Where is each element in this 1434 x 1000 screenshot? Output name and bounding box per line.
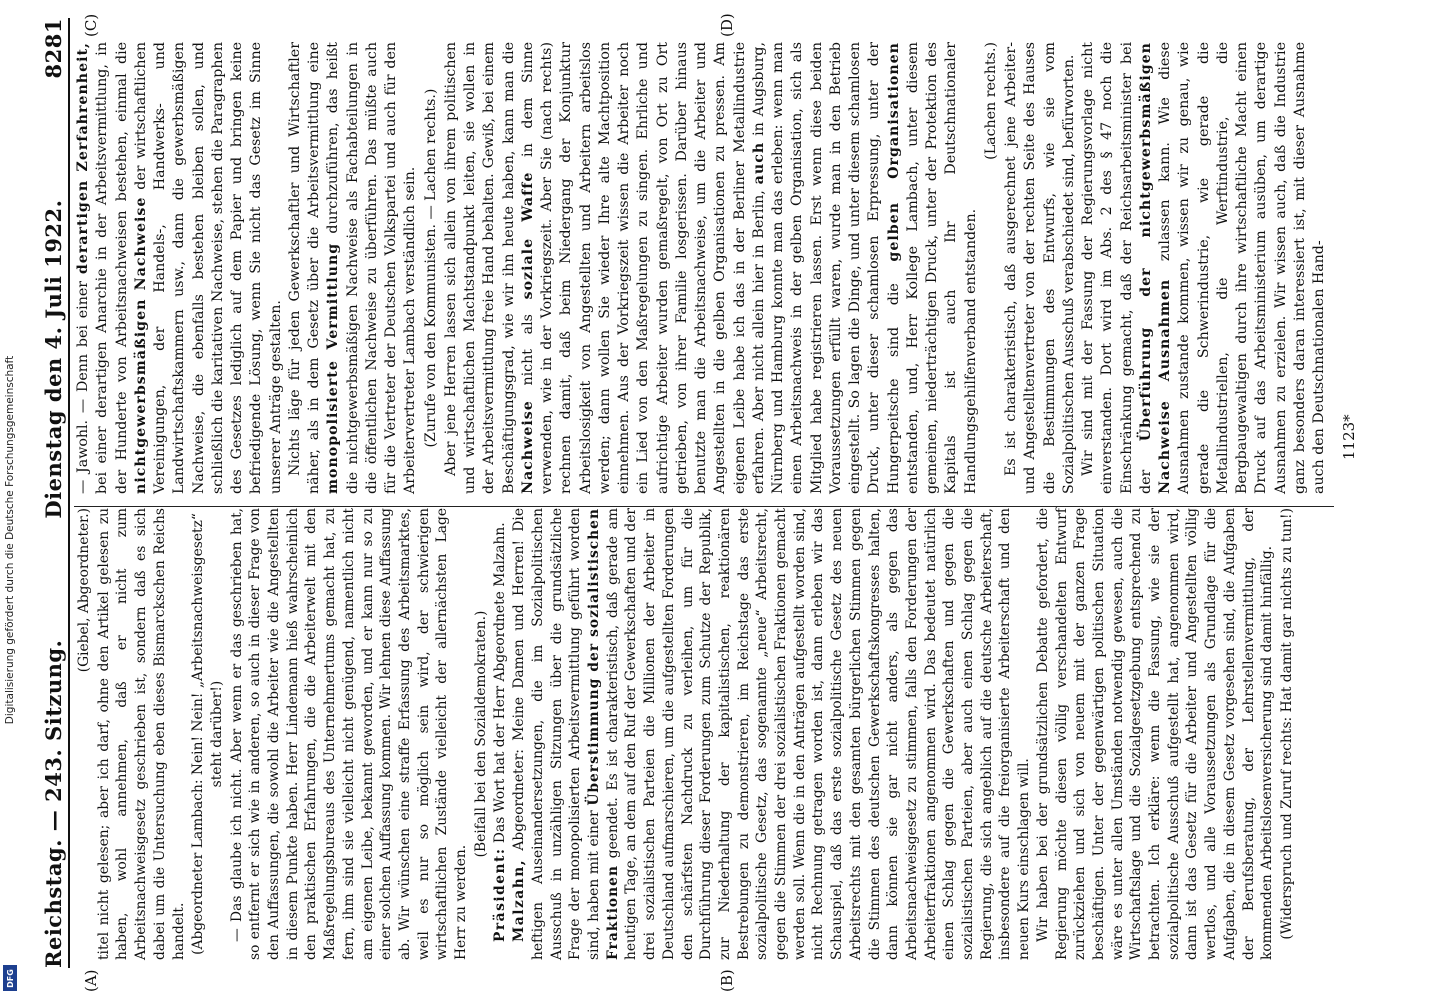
header-rule [68, 18, 70, 968]
right-paragraph: (Lachen rechts.) [982, 42, 999, 160]
left-paragraph: Malzahn, Abgeordneter: Meine Damen und Herren! Die heftigen Auseinandersetzungen, die im Sozialpolitischen Ausschuß in unzähligen Sitzungen über die grundsätzliche Frage der monopolisierten Arbeitsvermittlung geführt worden sind, haben mit einer Überstimmung der sozialistischen Fraktionen geendet. Es ist charakteristisch, daß gerade am heutigen Tage, an dem auf den Ruf der Gewerkschaften und der drei sozialistischen Parteien die Millionen der Arbeiter in Deutschland aufmarschieren, um die aufgestellten Forderungen den schärfsten Nachdruck zu verleihen, um für die Durchführung dieser Forderungen zum Schutze der Republik, zur Niederhaltung der kapitalistischen, reaktionären Bestrebungen zu demonstrieren, im Reichstage das erste sozialpolitische Gesetz, das sogenannte „neue“ Arbeitsrecht, gegen die Stimmen der drei sozialistischen Fraktionen gemacht werden soll. Wenn die in den Anträgen aufgestellt worden sind, nicht Rechnung getragen worden ist, dann erleben wir das Schauspiel, daß das erste sozialpolitische Gesetz des neuen Arbeitsrechts mit den gesamten bürgerlichen Stimmen gegen die Stimmen des deutschen Gewerkschaftskongresses halten, dann können sie gar nicht anders, als gegen das Arbeitsnachweisgesetz zu stimmen, falls den Forderungen der Arbeiterfraktionen angenommen wird. Das bedeutet natürlich einen Schlag gegen die Gewerkschaften und gegen die sozialistischen Parteien, aber auch einen Schlag gegen die Regierung, die sich angeblich auf die deutsche Arbeiterschaft, insbesondere auf die freiorganisierte Arbeiterschaft und den neuen Kurs einschlagen will. [511, 508, 1033, 960]
dfg-logo [3, 965, 17, 991]
margin-letter-c: (C) [82, 13, 100, 37]
left-paragraph: — Das glaube ich nicht. Aber wenn er das geschrieben hat, so entfernt er sich wie in anderen, so auch in dieser Frage von den Auffassungen, die sowohl die Arbeiter wie die Angestellten in diesem Punkte haben. Herr Lindemann hieß wahrscheinlich den praktischen Erfahrungen, die die Arbeiterwelt mit den Maßregelungsbureaus des Unternehmertums gemacht hat, zu fern, ihm sind sie vielleicht nicht genügend, namentlich nicht am eigenen Leibe, bekannt geworden, und er kann nur so zu einer solchen Auffassung kommen. Wir lehnen diese Auffassung ab. Wir wünschen eine straffe Erfassung des Arbeitsmarktes, weil es nur so möglich sein wird, der schwierigen wirtschaftlichen Zustände vielleicht der allernächsten Lage Herr zu werden. [228, 508, 470, 960]
left-paragraph: Wir haben bei der grundsätzlichen Debatte gefordert, die Regierung möchte diesen völlig verschandelten Entwurf zurückziehen und sich von neuem mit der ganzen Frage beschäftigen. Unter der gegenwärtigen politischen Situation wäre es unter allen Umständen notwendig gewesen, auch die Wirtschaftslage und die Sozialgesetzgebung entsprechend zu betrachten. Ich erkläre: wenn die Fassung, wie sie der sozialpolitische Ausschuß aufgestellt hat, angenommen wird, dann ist das Gesetz für die Arbeiter und Angestellten völlig wertlos, und alle Voraussetzungen als Grundlage für die Aufgaben, die in diesem Gesetz vorgesehen sind, die Aufgaben der Berufsberatung, der Lehrstellenvermittlung, der kommenden Arbeitslosenversicherung sind damit hinfällig. [1034, 508, 1276, 960]
right-paragraph: — Jawohl. — Denn bei einer derartigen Zerfahrenheit, bei einer derartigen Anarchie in der Arbeitsvermittlung, in der Hunderte von Arbeitsnachweisen bestehen, einmal die nichtgewerbsmäßigen Nachweise der wirtschaftlichen Vereinigungen, der Handels-, Handwerks- und Landwirtschaftskammern usw., dann die gewerbsmäßigen Nachweise, die ebenfalls bestehen bleiben sollen, und schließlich die karitativen Nachweise, stehen die Paragraphen des Gesetzes lediglich auf dem Papier und bringen keine befriedigende Lösung, wenn Sie nicht das Gesetz im Sinne unserer Anträge gestalten. [75, 42, 284, 494]
margin-letter-b: (B) [718, 969, 736, 992]
margin-letter-a: (A) [82, 969, 100, 992]
right-paragraph: Es ist charakteristisch, daß ausgerechnet jene Arbeiter- und Angestelltenvertreter von der rechten Seite des Hauses die Bestimmungen des Entwurfs, wie sie vom Sozialpolitischen Ausschuß verabschiedet sind, befürworten. [1003, 42, 1077, 494]
document-page [22, 0, 1417, 1000]
footer-number: 1123* [1340, 414, 1358, 460]
emphasis-text: auch [750, 141, 767, 185]
left-paragraph: Präsident: Das Wort hat der Herr Abgeordnete Malzahn. [492, 522, 509, 942]
emphasis-text: monopolisierte Vermittlung [325, 242, 342, 494]
emphasis-text: derartigen Zerfahrenheit, [75, 42, 91, 275]
emphasis-text: nichtgewerbsmäßigen Nachweise [132, 196, 149, 494]
page-number: 8281 [41, 18, 66, 79]
header-left: Reichstag. — 243. Sitzung. [41, 639, 66, 968]
left-paragraph: (Abgeordneter Lambach: Nein! Nein! „Arbeitsnachweisgesetz“ steht darüber!) [190, 513, 225, 955]
left-paragraph: (Giebel, Abgeordneter.) [76, 508, 92, 673]
right-column [74, 42, 1329, 494]
left-column [74, 508, 1298, 960]
speaker-name: Malzahn, [511, 858, 528, 942]
left-paragraph: titel nicht gelesen; aber ich darf, ohne den Artikel gelesen zu haben, wohl annehmen, daß er nicht zum Arbeitsnachweisgesetz geschrieben ist, sondern daß es sich dabei um die Untersuchung eben dieses Bismarckschen Reichs handelt. [95, 508, 187, 960]
left-paragraph: (Widerspruch und Zuruf rechts: Hat damit gar nichts zu tun!) [1279, 508, 1295, 940]
column-divider [74, 506, 1334, 507]
right-paragraph: Aber jene Herren lassen sich allein von ihrem politischen und wirtschaftlichen Machtstandpunkt leiten, sie wollen in der Arbeitsvermittlung freie Hand behalten. Gewiß, bei einem Beschäftigungsgrad, wie wir ihn heute haben, kann man die Nachweise nicht als soziale Waffe in dem Sinne verwenden, wie in der Vorkriegszeit. Aber Sie (nach rechts) rechnen damit, daß beim Niedergang der Konjunktur Arbeitslosigkeit von Angestellten und Arbeitern arbeitslos werden; dann wollen Sie wieder Ihre alte Machtposition einnehmen. Aus der Vorkriegszeit wissen die Arbeiter noch ein Lied von den Maßregelungen zu singen. Ehrliche und aufrichtige Arbeiter wurden gemaßregelt, von Ort zu Ort getrieben, von ihrer Familie losgerissen. Darüber hinaus benutzte man die Arbeitsnachweise, um die Arbeiter und Angestellten in die gelben Organisationen zu pressen. Am eigenen Leibe habe ich das in der Berliner Metallindustrie erfahren. Aber nicht allein hier in Berlin, auch in Augsburg, Nürnberg und Hamburg konnte man das erleben: wenn man einen Arbeitsnachweis in der gelben Organisation, sich als Mitglied habe registrieren lassen. Erst wenn diese beiden Voraussetzungen erfüllt waren, wurde man in den Betrieb eingestellt. So lagen die Dinge, und unter diesem schamlosen Druck, unter dieser schamlosen Erpressung, unter der Hungerpeitsche sind die gelben Organisationen entstanden, und, Herr Kollege Lambach, unter diesem gemeinen, niederträchtigen Druck, unter der Protektion des Kapitals ist auch Ihr Deutschnationaler Handlungsgehilfenverband entstanden. [442, 41, 979, 494]
page-header [32, 18, 66, 968]
left-paragraph: (Beifall bei den Sozialdemokraten.) [472, 610, 489, 858]
emphasis-text: Überstimmung der sozialistischen Fraktionen [585, 508, 621, 960]
speaker-name: Präsident: [492, 847, 509, 942]
right-paragraph: Nichts läge für jeden Gewerkschaftler und Wirtschaftler näher, als in dem Gesetz über die Arbeitsvermittlung eine monopolisierte Vermittlung durchzuführen, das heißt die nichtgewerbsmäßigen Nachweise als Fachabteilungen in die öffentlichen Nachweise zu überführen. Das müßte auch für die Vertreter der Deutschen Volkspartei und auch für den Arbeitervertreter Lambach verständlich sein. [286, 42, 419, 494]
margin-letter-d: (D) [718, 13, 736, 37]
emphasis-text: Nachweise [519, 400, 536, 494]
dfg-logo-text: DFG [5, 968, 15, 988]
emphasis-text: Überführung der nichtgewerbsmäßigen Nachweise Ausnahmen [1137, 42, 1173, 494]
emphasis-text: gelben Organisationen [885, 41, 902, 262]
right-paragraph: Wir sind mit der Fassung der Regierungsvorlage nicht einverstanden. Dort wird im Abs. 2 des § 47 noch die Einschränkung gemacht, daß der Reichsarbeitsminister bei der Überführung der nichtgewerbsmäßigen Nachweise Ausnahmen zulassen kann. Wie diese Ausnahmen zustande kommen, wissen wir zu genau, wie gerade die Schwerindustrie, wie gerade die Metallindustriellen, die Werftindustrie, die Bergbaugewaltigen durch ihre wirtschaftliche Macht einen Druck auf das Arbeitsministerium ausüben, um derartige Ausnahmen zu erzielen. Wir wissen auch, daß die Industrie ganz besonders daran interessiert ist, mit dieser Ausnahme auch den Deutschnationalen Hand- [1080, 41, 1327, 494]
emphasis-text: soziale Waffe [519, 171, 536, 300]
digitization-note [2, 100, 18, 980]
digitization-note-text: Digitalisierung gefördert durch die Deutsche Forschungsgemeinschaft [4, 355, 16, 725]
header-date: Dienstag den 4. Juli 1922. [41, 199, 66, 519]
right-paragraph: (Zurufe von den Kommunisten. — Lachen rechts.) [422, 88, 439, 448]
